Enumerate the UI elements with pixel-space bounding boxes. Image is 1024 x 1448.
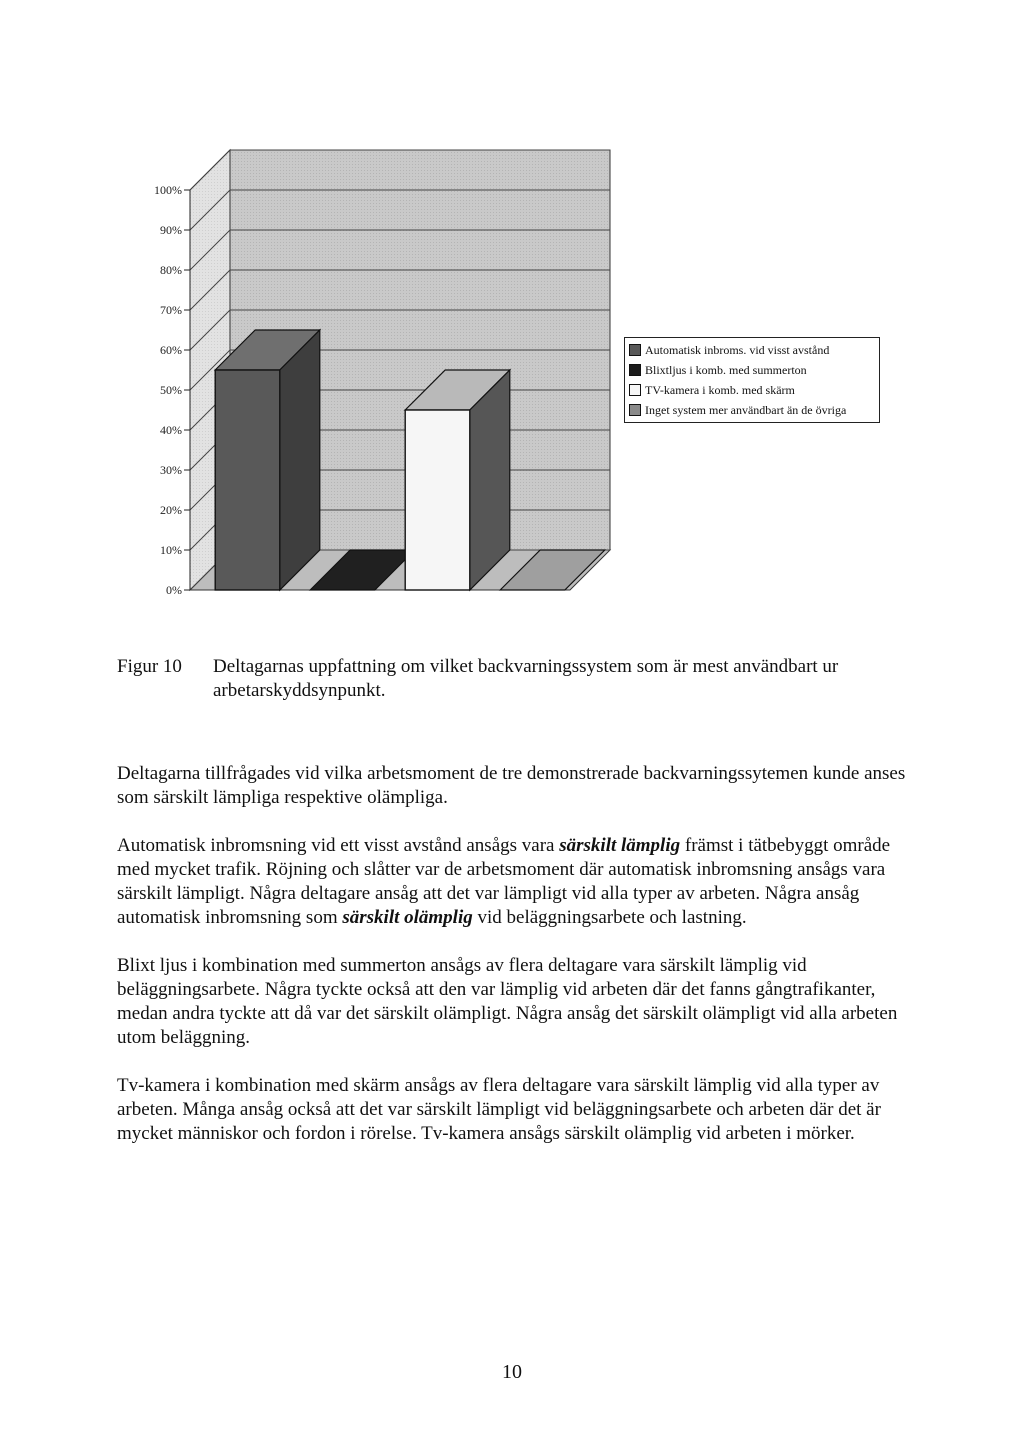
bar-front-face [215,370,280,590]
text-run: vid beläggningsarbete och lastning. [472,907,747,928]
bar-3 [405,370,510,590]
figure-caption [117,655,907,703]
y-tick-label: 50% [160,383,182,397]
y-tick-label: 30% [160,463,182,477]
paragraph [117,834,907,930]
legend-swatch [629,384,641,396]
y-tick-label: 40% [160,423,182,437]
y-tick-label: 0% [166,583,182,597]
text-run: Automatisk inbromsning vid ett visst avstånd ansågs vara [117,835,560,856]
paragraph: Tv-kamera i kombination med skärm ansågs av flera deltagare vara särskilt lämplig vid alla typer av arbeten. Många ansåg också att det var särskilt lämpligt vid beläggningsarbete och arbeten där det är mycket människor och fordon i rörelse. Tv-kamera ansågs särskilt olämplig vid arbeten i mörker. [117,1075,881,1144]
y-tick-label: 60% [160,343,182,357]
emphasis: särskilt olämplig [342,907,473,928]
y-tick-label: 80% [160,263,182,277]
bar-1 [215,330,320,590]
chart-y-ticks [154,183,190,597]
legend-swatch [629,364,641,376]
page-number: 10 [502,1361,522,1383]
legend-swatch [629,344,641,356]
y-tick-label: 90% [160,223,182,237]
legend-label: Blixtljus i komb. med summerton [645,363,807,377]
legend-item [629,380,875,400]
figure-caption-text: Deltagarnas uppfattning om vilket backvarningssystem som är mest användbart ur arbetarskyddsynpunkt. [213,656,839,701]
figure-label: Figur 10 [117,656,182,677]
emphasis: särskilt lämplig [559,835,681,856]
y-tick-label: 20% [160,503,182,517]
paragraph: Blixt ljus i kombination med summerton ansågs av flera deltagare vara särskilt lämplig vid beläggningsarbete. Några tyckte också att den var lämplig vid arbeten där det fanns gångtrafikanter, medan andra tyckte att då var det särskilt olämpligt. Några ansåg det särskilt olämpligt vid alla arbeten utom beläggning. [117,955,898,1048]
legend-label: TV-kamera i komb. med skärm [645,383,795,397]
text-run: främst i tätbebyggt område med mycket trafik. Röjning och slåtter var de arbetsmoment där automatisk inbromsning ansågs vara särskilt lämpligt. Några deltagare ansåg att det var lämpligt vid alla typer av arbeten. Några ansåg automatisk inbromsning som [117,835,891,928]
y-tick-label: 100% [154,183,182,197]
legend-item [629,340,875,360]
chart-legend [624,337,880,423]
body-text [117,762,907,1170]
paragraph: Deltagarna tillfrågades vid vilka arbetsmoment de tre demonstrerade backvarningssytemen kunde anses som särskilt lämpliga respektive olämpliga. [117,763,906,808]
legend-item [629,400,875,420]
legend-swatch [629,404,641,416]
y-tick-label: 10% [160,543,182,557]
y-tick-label: 70% [160,303,182,317]
bar-front-face [405,410,470,590]
legend-label: Automatisk inbroms. vid visst avstånd [645,343,830,357]
bar-side-face [280,330,320,590]
legend-item [629,360,875,380]
legend-label: Inget system mer användbart än de övriga [645,403,847,417]
